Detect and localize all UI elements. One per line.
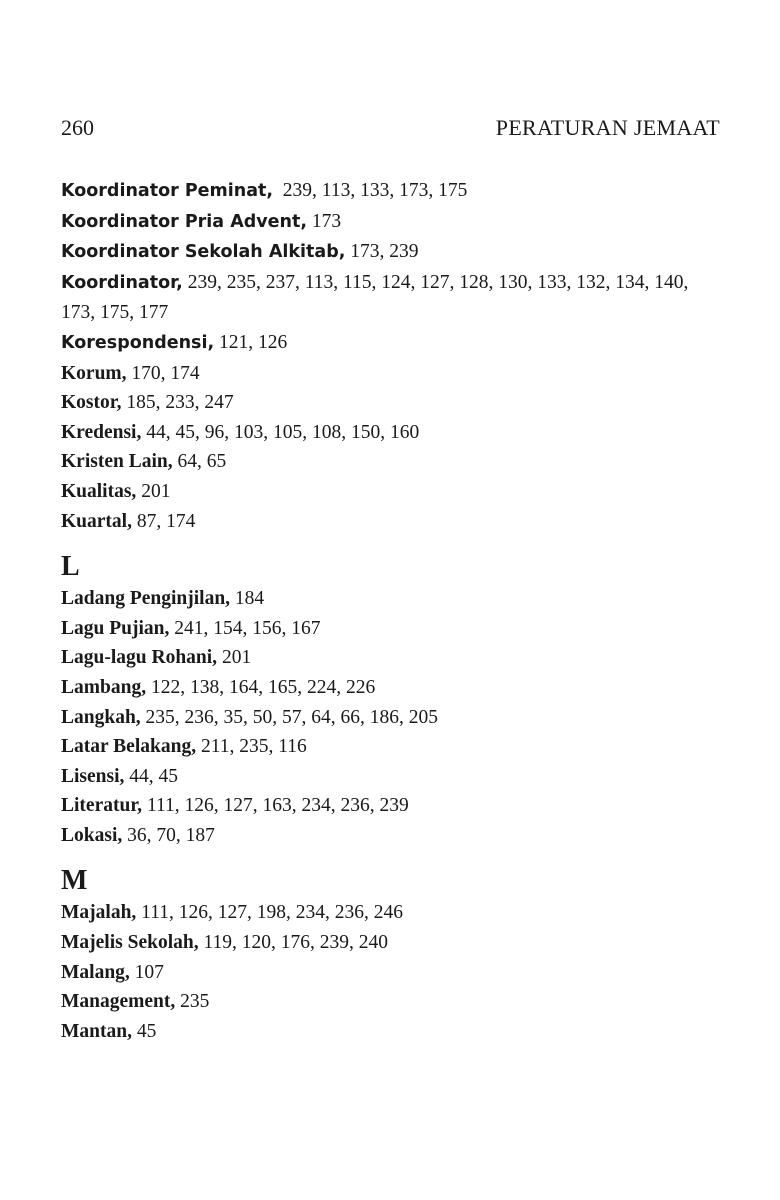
index-term: Kuartal, xyxy=(61,510,132,532)
index-entry xyxy=(61,584,721,614)
index-entry xyxy=(61,447,721,477)
index-section-k xyxy=(61,176,721,536)
index-section-l xyxy=(61,550,721,850)
section-letter-heading: L xyxy=(61,551,80,583)
index-term: Koordinator, xyxy=(61,272,183,293)
index-pages: 64, 65 xyxy=(172,451,227,473)
index-entry xyxy=(61,328,721,359)
index-entry xyxy=(61,1017,721,1047)
index-pages: 235, 236, 35, 50, 57, 64, 66, 186, 205 xyxy=(140,706,439,728)
index-pages: 44, 45, 96, 103, 105, 108, 150, 160 xyxy=(141,421,420,443)
index-entry xyxy=(61,507,721,537)
index-entry xyxy=(61,237,721,268)
index-term: Lokasi, xyxy=(61,824,123,846)
index-entry xyxy=(61,418,721,448)
index-entry xyxy=(61,762,721,792)
index-term: Lambang, xyxy=(61,676,147,698)
index-pages: 170, 174 xyxy=(126,362,200,384)
running-header xyxy=(61,114,720,142)
index-pages: 45 xyxy=(131,1020,157,1042)
index-pages: 185, 233, 247 xyxy=(121,392,234,414)
index-pages: 87, 174 xyxy=(131,510,196,532)
index-entry xyxy=(61,703,721,733)
index-pages: 173, 239 xyxy=(345,241,419,263)
index-entry xyxy=(61,359,721,389)
index-term: Koordinator Peminat, xyxy=(61,181,274,201)
index-term: Majalah, xyxy=(61,902,137,924)
index-pages: 111, 126, 127, 198, 234, 236, 246 xyxy=(136,902,403,924)
index-term: Kostor, xyxy=(61,392,122,414)
index-entry xyxy=(61,477,721,507)
index-pages: 211, 235, 116 xyxy=(196,736,307,758)
index-term: Malang, xyxy=(61,961,130,983)
index-term: Koordinator Pria Advent, xyxy=(61,211,308,232)
index-entry xyxy=(61,388,721,418)
index-pages: 241, 154, 156, 167 xyxy=(169,617,321,639)
index-term: Kristen Lain, xyxy=(61,451,173,473)
index-term: Lagu-lagu Rohani, xyxy=(61,647,218,669)
index-section-m xyxy=(61,864,721,1046)
index-term: Ladang Penginjilan, xyxy=(61,588,231,610)
index-pages: 184 xyxy=(230,588,265,610)
index-entry xyxy=(61,268,721,328)
index-list xyxy=(61,176,721,1046)
index-term: Lagu Pujian, xyxy=(61,617,170,639)
index-term: Literatur, xyxy=(61,795,143,817)
index-pages: 239, 113, 133, 173, 175 xyxy=(273,180,468,201)
index-pages: 119, 120, 176, 239, 240 xyxy=(198,932,388,954)
page-number: 260 xyxy=(61,115,94,140)
index-term: Latar Belakang, xyxy=(61,736,197,758)
index-entry xyxy=(61,643,721,673)
index-entry xyxy=(61,821,721,851)
index-entry xyxy=(61,614,721,644)
index-entry xyxy=(61,176,721,207)
section-letter-heading: M xyxy=(61,865,88,897)
index-term: Kualitas, xyxy=(61,480,137,502)
running-title: PERATURAN JEMAAT xyxy=(495,115,720,140)
index-term: Langkah, xyxy=(61,706,141,728)
index-pages: 44, 45 xyxy=(124,765,179,787)
index-term: Management, xyxy=(61,991,176,1013)
index-pages: 121, 126 xyxy=(214,331,288,353)
index-term: Majelis Sekolah, xyxy=(61,932,199,954)
index-term: Lisensi, xyxy=(61,765,125,787)
index-pages: 36, 70, 187 xyxy=(122,824,215,846)
index-term: Mantan, xyxy=(61,1020,132,1042)
index-entry xyxy=(61,673,721,703)
index-pages: 201 xyxy=(136,480,171,502)
index-entry xyxy=(61,732,721,762)
index-pages: 235 xyxy=(175,991,210,1013)
index-pages: 201 xyxy=(217,647,252,669)
index-term: Kredensi, xyxy=(61,421,142,443)
index-entry xyxy=(61,987,721,1017)
index-entry xyxy=(61,958,721,988)
index-pages: 107 xyxy=(129,961,164,983)
index-term: Koordinator Sekolah Alkitab, xyxy=(61,242,346,263)
index-pages: 173 xyxy=(307,210,342,232)
index-entry xyxy=(61,791,721,821)
index-pages: 122, 138, 164, 165, 224, 226 xyxy=(146,676,376,698)
index-term: Korespondensi, xyxy=(61,332,215,353)
index-entry xyxy=(61,898,721,928)
index-pages: 239, 235, 237, 113, 115, 124, 127, 128, 130, 133, 132, 134, 140, 173, 175, 177 xyxy=(61,271,694,324)
index-term: Korum, xyxy=(61,362,127,384)
index-pages: 111, 126, 127, 163, 234, 236, 239 xyxy=(142,795,409,817)
index-entry xyxy=(61,207,721,238)
index-entry xyxy=(61,928,721,958)
